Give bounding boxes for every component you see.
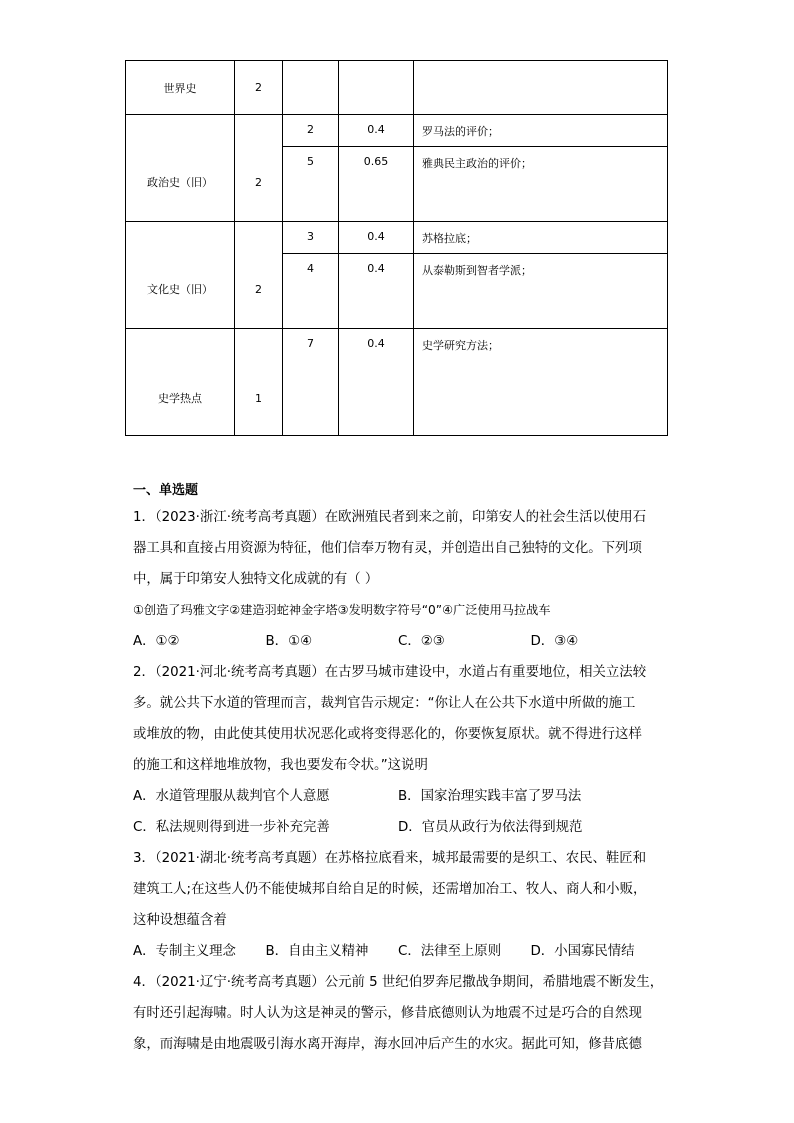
- question-text-line: 的施工和这样地堆放物，我也要发布令状。”这说明: [133, 758, 428, 773]
- topic-cell: 罗马法的评价；: [414, 115, 668, 147]
- question-text-line: 2．（2021·河北·统考高考真题）在古罗马城市建设中，水道占有重要地位，相关立法较: [133, 665, 647, 680]
- count-value: 2: [255, 81, 262, 94]
- question-text-line: 器工具和直接占用资源为特征，他们信奉万物有灵，并创造出自己独特的文化。下列项: [133, 541, 642, 556]
- question-text-line: 3．（2021·湖北·统考高考真题）在苏格拉底看来，城邦最需要的是织工、农民、鞋匠和: [133, 851, 647, 866]
- section-title: 一、单选题: [133, 483, 199, 498]
- topic-cell: 雅典民主政治的评价；: [414, 147, 668, 222]
- question-text-line: 建筑工人;在这些人仍不能使城邦自给自足的时候，还需增加冶工、牧人、商人和小贩，: [133, 882, 647, 897]
- score-cell: 0.4: [339, 329, 414, 436]
- question-text-line: 有时还引起海啸。时人认为这是神灵的警示，修昔底德则认为地震不过是巧合的自然现: [133, 1006, 642, 1021]
- score-cell: 0.4: [339, 222, 414, 254]
- category-cell: [126, 329, 235, 436]
- question-text-line: ①创造了玛雅文字②建造羽蛇神金字塔③发明数字符号“0”④广泛使用马拉战车: [133, 603, 551, 617]
- question-text-line: 多。就公共下水道的管理而言，裁判官告示规定：“你让人在公共下水道中所做的施工: [133, 696, 636, 711]
- question-cell: [283, 61, 339, 115]
- table-row: [126, 115, 668, 147]
- question-cell: 5: [283, 147, 339, 222]
- question-4: [133, 967, 663, 1060]
- score-cell: [339, 61, 414, 115]
- question-cell: 4: [283, 254, 339, 329]
- option-b[interactable]: B．国家治理实践丰富了罗马法: [398, 789, 582, 804]
- single-choice-section: [133, 480, 663, 1060]
- question-1: [133, 502, 663, 657]
- table-row: [126, 329, 668, 436]
- question-text-line: 或堆放的物，由此使其使用状况恶化或将变得恶化的，你要恢复原状。就不得进行这样: [133, 727, 642, 742]
- option-d[interactable]: D．③④: [530, 634, 579, 649]
- count-cell: [235, 329, 283, 436]
- options-row: [133, 626, 663, 657]
- option-d[interactable]: D．官员从政行为依法得到规范: [398, 820, 583, 835]
- score-cell: 0.4: [339, 115, 414, 147]
- count-cell: [235, 222, 283, 329]
- count-cell: [235, 61, 283, 115]
- question-text-line: 4．（2021·辽宁·统考高考真题）公元前 5 世纪伯罗奔尼撒战争期间，希腊地震不断发生，: [133, 975, 664, 990]
- option-c[interactable]: C．②③: [398, 634, 445, 649]
- option-c[interactable]: C．法律至上原则: [398, 944, 502, 959]
- option-d[interactable]: D．小国寡民情结: [530, 944, 635, 959]
- table-row: [126, 61, 668, 115]
- score-cell: 0.65: [339, 147, 414, 222]
- option-b[interactable]: B．①④: [265, 634, 313, 649]
- table-row: [126, 222, 668, 254]
- category-label: 世界史: [163, 81, 197, 95]
- count-value: 2: [255, 175, 262, 189]
- question-cell: 3: [283, 222, 339, 254]
- question-text-line: 象，而海啸是由地震吸引海水离开海岸，海水回冲后产生的水灾。据此可知，修昔底德: [133, 1037, 642, 1052]
- question-cell: 7: [283, 329, 339, 436]
- question-text-line: 1．（2023·浙江·统考高考真题）在欧洲殖民者到来之前，印第安人的社会生活以使用石: [133, 510, 647, 525]
- question-text-line: 这种设想蕴含着: [133, 913, 227, 928]
- topic-cell: [414, 61, 668, 115]
- category-cell: [126, 61, 235, 115]
- question-3: [133, 843, 663, 967]
- question-text-line: 中，属于印第安人独特文化成就的有（ ）: [133, 572, 379, 587]
- options-row: [133, 812, 663, 843]
- category-label: 政治史（旧）: [147, 176, 213, 189]
- option-a[interactable]: A．水道管理服从裁判官个人意愿: [133, 789, 330, 804]
- topic-cell: 史学研究方法；: [414, 329, 668, 436]
- topic-cell: 从泰勒斯到智者学派；: [414, 254, 668, 329]
- category-cell: [126, 222, 235, 329]
- option-a[interactable]: A．①②: [133, 634, 180, 649]
- option-b[interactable]: B．自由主义精神: [265, 944, 369, 959]
- topic-cell: 苏格拉底；: [414, 222, 668, 254]
- knowledge-point-table: [125, 60, 668, 436]
- category-cell: [126, 115, 235, 222]
- count-cell: [235, 115, 283, 222]
- category-label: 文化史（旧）: [147, 283, 213, 296]
- count-value: 1: [255, 391, 262, 405]
- question-cell: 2: [283, 115, 339, 147]
- option-a[interactable]: A．专制主义理念: [133, 944, 236, 959]
- option-c[interactable]: C．私法规则得到进一步补充完善: [133, 820, 330, 835]
- score-cell: 0.4: [339, 254, 414, 329]
- options-row: [133, 936, 663, 967]
- count-value: 2: [255, 282, 262, 296]
- options-row: [133, 781, 663, 812]
- question-2: [133, 657, 663, 843]
- category-label: 史学热点: [158, 392, 202, 405]
